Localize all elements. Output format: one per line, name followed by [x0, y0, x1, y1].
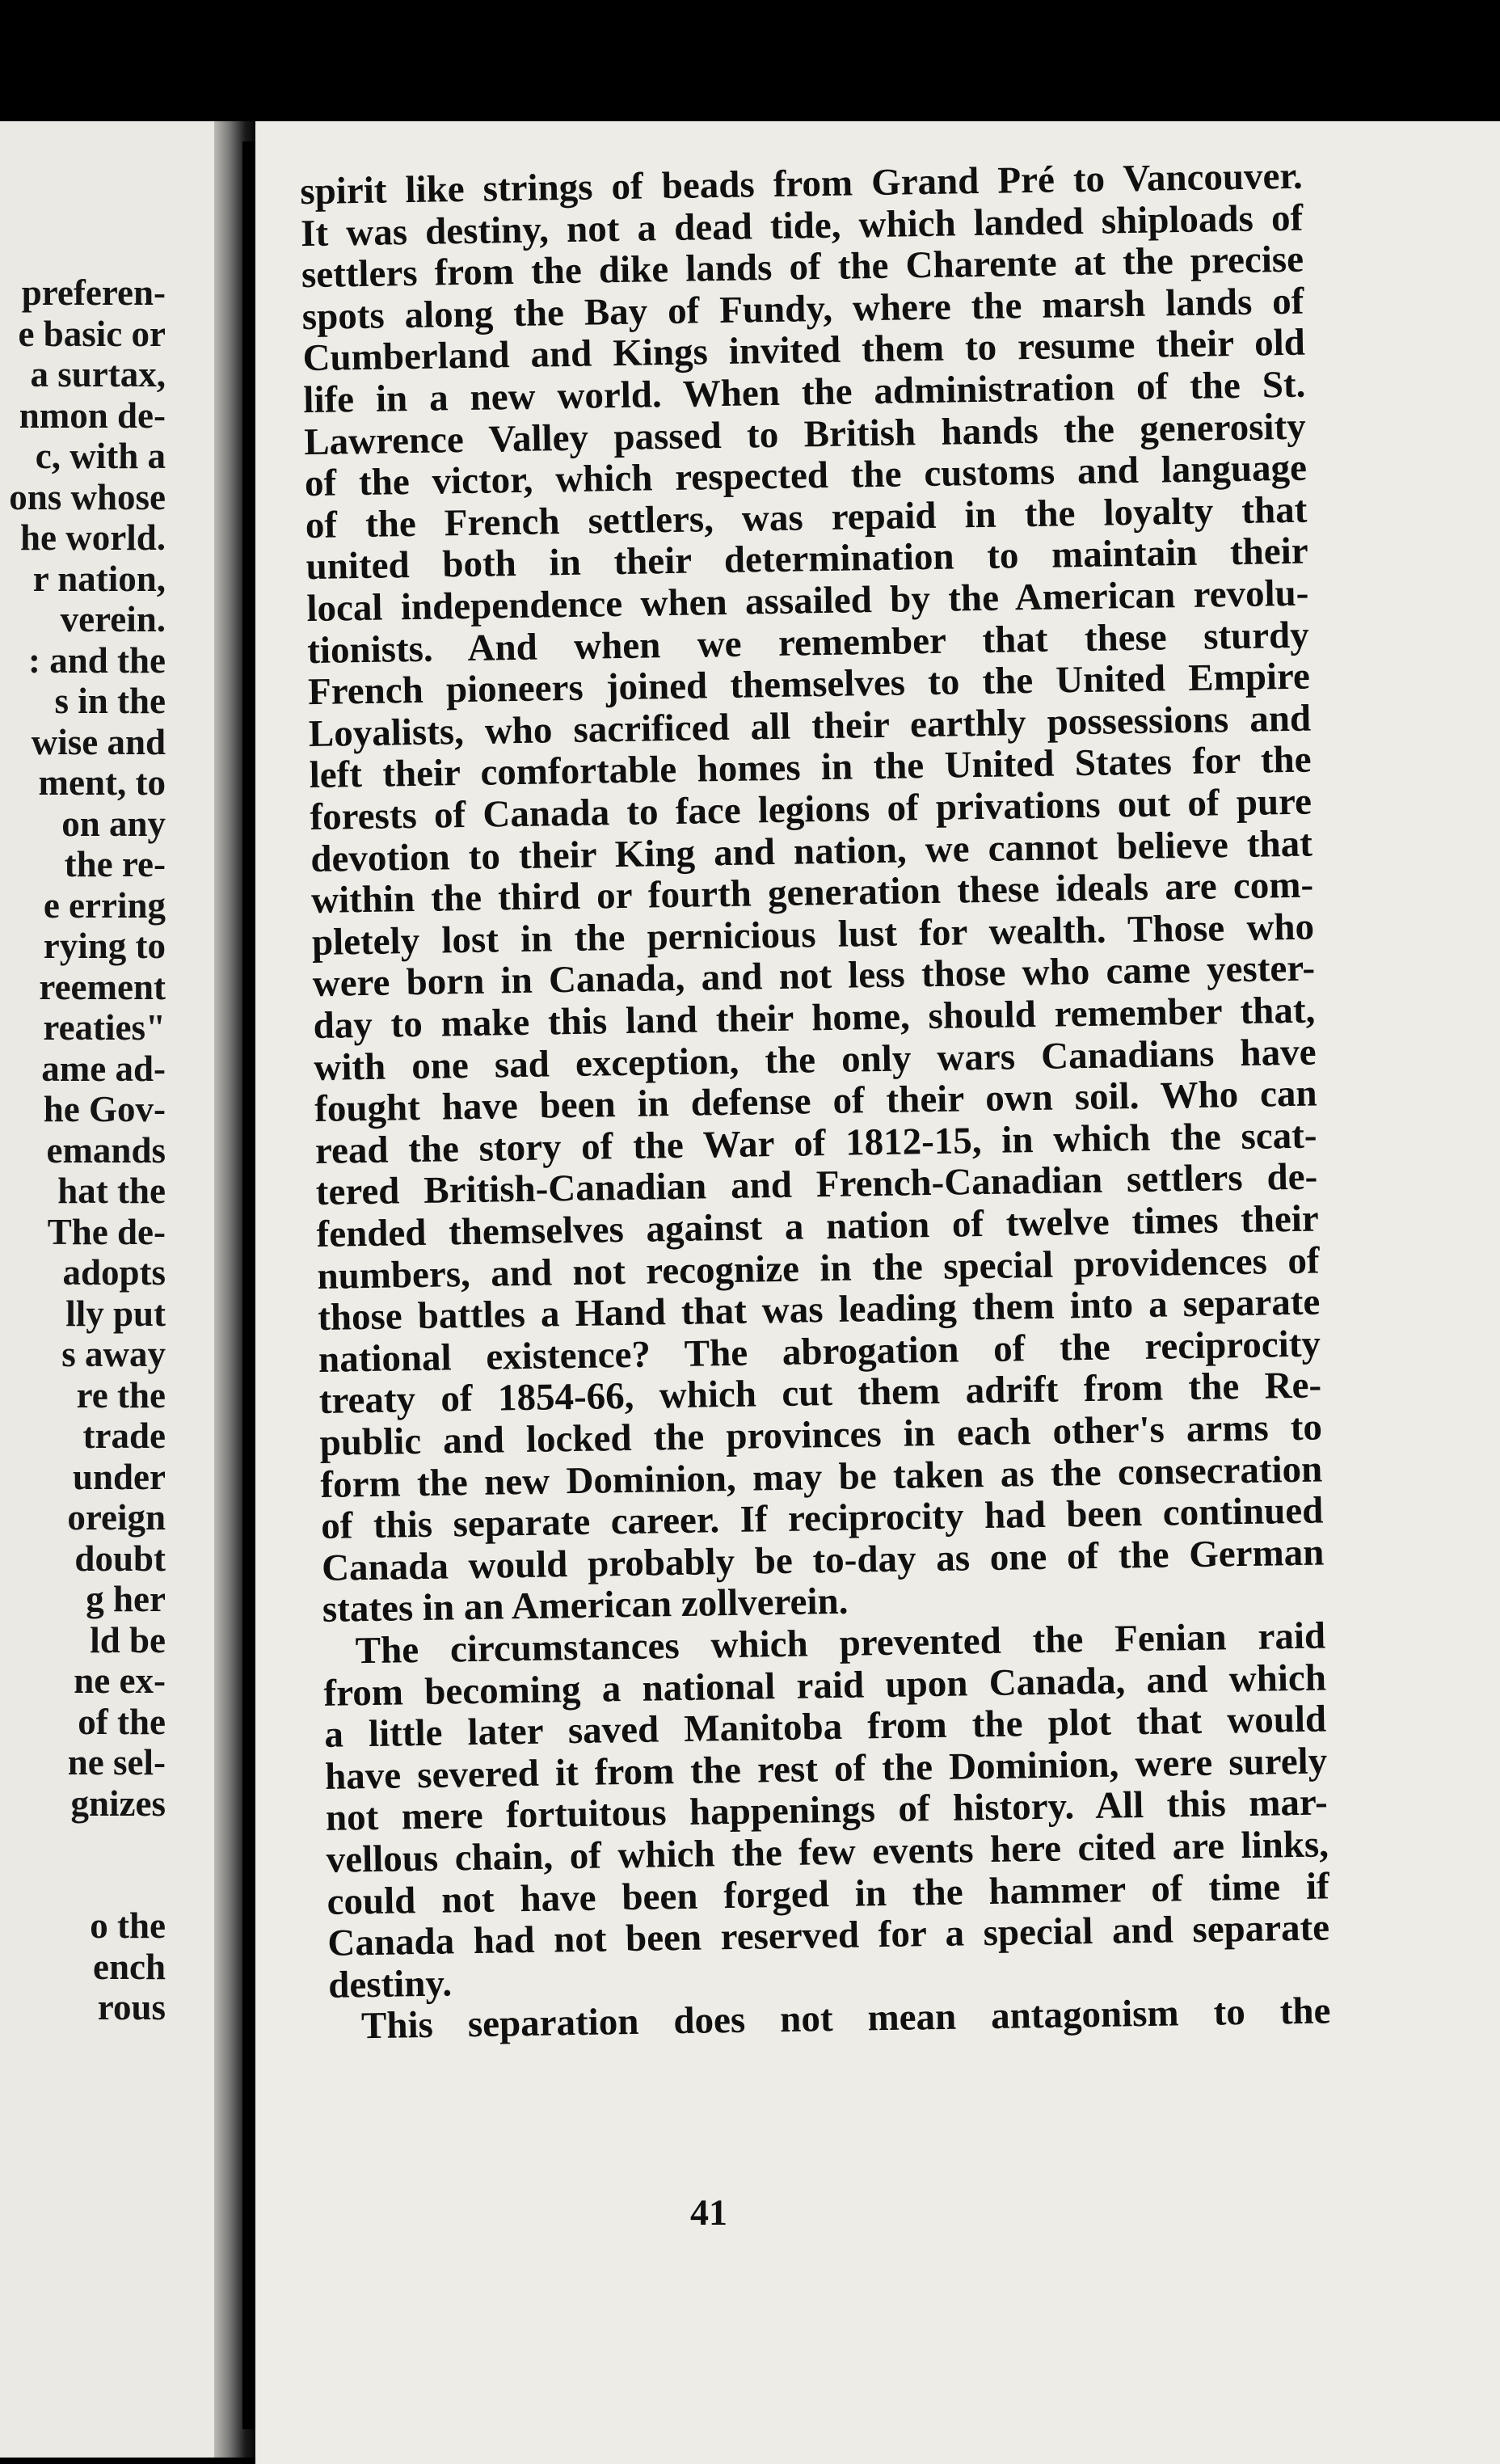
- text-line: tionists. And when we remember that these sturdy: [306, 614, 1310, 672]
- left-page-fragment: of the: [78, 1701, 166, 1742]
- left-page-fragment: nmon de-: [19, 394, 166, 436]
- text-line: were born in Canada, and not less those who came yester-: [312, 947, 1316, 1006]
- left-page-fragment: reement: [39, 966, 166, 1007]
- text-line: of the French settlers, was repaid in the loyalty that: [305, 488, 1308, 546]
- left-page-fragment: re the: [76, 1374, 166, 1416]
- left-page-fragment: emands: [46, 1129, 166, 1171]
- text-line: of the victor, which respected the customs and language: [304, 446, 1308, 505]
- left-page-fragment: s away: [61, 1334, 166, 1374]
- text-line: left their comfortable homes in the United States for the: [309, 738, 1312, 797]
- text-line: national existence? The abrogation of the reciprocity: [318, 1323, 1321, 1381]
- left-page-fragment: ld be: [90, 1619, 166, 1660]
- text-line: life in a new world. When the administration of the St.: [303, 363, 1306, 422]
- text-line: Canada would probably be to-day as one of the German: [321, 1531, 1325, 1589]
- text-line: settlers from the dike lands of the Charente at the precise: [301, 238, 1304, 297]
- text-line: tered British-Canadian and French-Canadian settlers de-: [315, 1155, 1318, 1214]
- left-page-fragment: ench: [93, 1946, 166, 1987]
- left-page-fragment: verein.: [60, 599, 166, 639]
- text-line: local independence when assailed by the American revolu-: [306, 572, 1309, 631]
- text-line: fended themselves against a nation of twelve times their: [316, 1197, 1320, 1255]
- text-line: of this separate career. If reciprocity had been continued: [320, 1489, 1324, 1548]
- text-line: read the story of the War of 1812-15, in which the scat-: [314, 1114, 1317, 1172]
- text-line: within the third or fourth generation these ideals are com-: [310, 863, 1314, 922]
- text-line: those battles a Hand that was leading them into a separate: [317, 1281, 1321, 1340]
- left-page-fragment: ment, to: [38, 762, 166, 803]
- text-line: vellous chain, of which the few events here cited are links,: [326, 1823, 1329, 1881]
- left-page-fragment: hat the: [57, 1171, 166, 1211]
- right-page: [255, 121, 1500, 2464]
- text-line: It was destiny, not a dead tide, which landed shiploads of: [300, 196, 1304, 255]
- text-line: spots along the Bay of Fundy, where the marsh lands of: [301, 280, 1304, 338]
- text-line: fought have been in defense of their own soil. Who can: [314, 1072, 1317, 1131]
- left-page-fragment: g her: [86, 1579, 166, 1619]
- left-page-fragment: e basic or: [18, 313, 166, 354]
- left-page-fragment: : and the: [27, 639, 166, 681]
- text-line: Canada had not been reserved for a special and separate: [327, 1906, 1330, 1965]
- left-page-fragment: the re-: [64, 844, 166, 884]
- left-page-fragment: a surtax,: [30, 354, 166, 394]
- left-page: [0, 121, 214, 2458]
- text-line: The circumstances which prevented the Fenian raid: [355, 1614, 1326, 1673]
- left-page-fragment: doubt: [74, 1538, 166, 1579]
- text-line: states in an American zollverein.: [322, 1580, 849, 1631]
- text-line: Loyalists, who sacrificed all their earthly possessions and: [308, 697, 1312, 755]
- text-line: public and locked the provinces in each other's arms to: [319, 1406, 1323, 1464]
- spine-shadow: [242, 141, 255, 2429]
- text-line: from becoming a national raid upon Canada, and which: [323, 1656, 1327, 1715]
- text-line: not mere fortuitous happenings of history. All this mar-: [325, 1781, 1329, 1840]
- left-page-fragment: reaties": [43, 1007, 166, 1048]
- text-line: forests of Canada to face legions of privations out of pure: [310, 780, 1312, 839]
- text-line: Cumberland and Kings invited them to resume their old: [302, 322, 1306, 380]
- text-line: have severed it from the rest of the Dominion, were surely: [324, 1740, 1328, 1798]
- left-page-fragment: s in the: [54, 681, 166, 721]
- left-page-fragment: The de-: [47, 1211, 166, 1252]
- left-page-fragment: r nation,: [32, 558, 166, 599]
- left-page-fragment: lly put: [65, 1293, 166, 1334]
- left-page-fragment: ame ad-: [41, 1048, 166, 1089]
- text-line: devotion to their King and nation, we cannot believe that: [310, 822, 1313, 880]
- left-page-fragment: under: [72, 1456, 166, 1497]
- text-line: French pioneers joined themselves to the United Empire: [307, 655, 1311, 714]
- left-page-fragment: oreign: [67, 1497, 166, 1538]
- left-page-fragment: ne sel-: [67, 1742, 166, 1783]
- text-line: pletely lost in the pernicious lust for wealth. Those who: [311, 905, 1315, 964]
- text-line: could not have been forged in the hammer of time if: [327, 1864, 1330, 1923]
- text-line: with one sad exception, the only wars Canadians have: [313, 1031, 1317, 1089]
- left-page-fragment: ne ex-: [74, 1660, 166, 1701]
- text-line: day to make this land their home, should remember that,: [313, 989, 1316, 1048]
- left-page-fragment: adopts: [62, 1252, 166, 1293]
- text-line: Lawrence Valley passed to British hands the generosity: [303, 405, 1307, 463]
- text-line: form the new Dominion, may be taken as the consecration: [320, 1448, 1323, 1506]
- text-line: spirit like strings of beads from Grand Pré to Vancouver.: [299, 154, 1304, 213]
- left-page-fragment: wise and: [31, 721, 166, 762]
- left-page-fragment: on any: [61, 803, 166, 844]
- left-page-fragment: rying to: [43, 926, 166, 966]
- text-line: a little later saved Manitoba from the plot that would: [323, 1698, 1327, 1757]
- left-page-fragment: preferen-: [21, 272, 166, 313]
- left-page-fragment: he world.: [20, 517, 166, 558]
- left-page-fragment: c, with a: [35, 436, 166, 476]
- left-page-fragment: o the: [90, 1905, 166, 1946]
- text-line: destiny.: [327, 1962, 453, 2006]
- left-page-fragment: he Gov-: [43, 1089, 166, 1129]
- text-line: treaty of 1854-66, which cut them adrift from the Re-: [318, 1364, 1322, 1423]
- left-page-fragment: ons whose: [9, 476, 166, 517]
- text-line: united both in their determination to maintain their: [305, 530, 1309, 589]
- left-page-fragment: rous: [97, 1987, 166, 2027]
- text-line: numbers, and not recognize in the special providences of: [317, 1239, 1320, 1297]
- left-page-fragment: e erring: [43, 884, 166, 926]
- left-page-fragment: gnizes: [70, 1783, 166, 1824]
- page-number: 41: [690, 2192, 727, 2233]
- text-line: This separation does not mean antagonism to the: [360, 1989, 1331, 2048]
- left-page-fragment: trade: [82, 1416, 166, 1456]
